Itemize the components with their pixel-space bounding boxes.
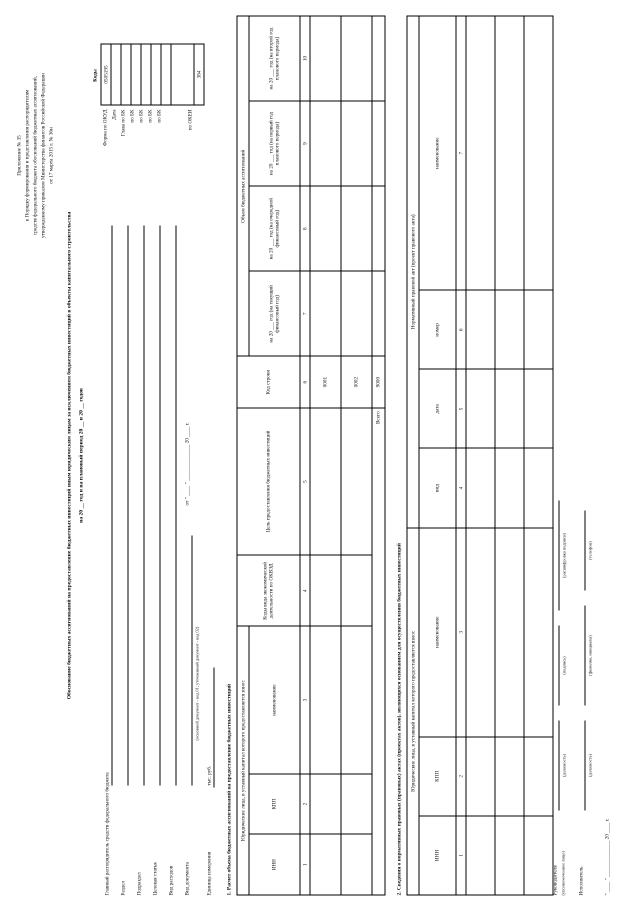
cell2-inn[interactable] — [524, 815, 553, 894]
colnum-2: 2 — [300, 773, 310, 834]
col-head-okved: Коды вида экономической деятельности по ОКВЭД — [237, 555, 300, 626]
col-head-year-next: на 20 ___ год (на очередной финансовый год) — [249, 186, 300, 271]
cell2-inn[interactable] — [466, 815, 495, 894]
codes-label-glava: Глава по БК — [120, 109, 126, 136]
colnum2-2: 2 — [456, 736, 466, 815]
colnum2-5: 5 — [456, 369, 466, 448]
cell-row-code: 0001 — [310, 356, 341, 407]
cell2-kpp[interactable] — [495, 736, 524, 815]
cell2-act-date[interactable] — [495, 369, 524, 448]
appendix-line-3: средств федерального бюджета обоснований бюджетных ассигнований, — [32, 75, 38, 235]
cell-year-current[interactable] — [310, 271, 341, 356]
col-head-purpose: Цель предоставления бюджетных инвестиций — [237, 407, 300, 554]
cell-name[interactable] — [341, 626, 372, 773]
table-row[interactable] — [495, 16, 524, 895]
cell2-inn[interactable] — [495, 815, 524, 894]
field-label-target-article: Целевая статья — [152, 861, 158, 895]
total-year-next[interactable] — [372, 186, 385, 271]
col-head-act-kind: вид — [419, 448, 456, 527]
col-head-act-number: номер — [419, 290, 456, 369]
colnum-8: 8 — [300, 186, 310, 271]
cell-purpose[interactable] — [310, 407, 341, 554]
section-1-table — [236, 15, 385, 895]
total-row-code: 9000 — [372, 356, 385, 407]
signature-decode: (расшифровка подписи) — [561, 532, 566, 578]
group-header-legal-entity-2: Юридические лица, в уставный капитал которого предоставляется взнос — [407, 527, 419, 894]
col-head-act-name: наименование — [419, 16, 456, 290]
cell2-kpp[interactable] — [466, 736, 495, 815]
cell-year-plan1[interactable] — [310, 101, 341, 186]
field-label-expense-type: Вид расходов — [168, 865, 174, 895]
cell-okved[interactable] — [310, 555, 341, 626]
cell-year-current[interactable] — [341, 271, 372, 356]
cell2-act-date[interactable] — [466, 369, 495, 448]
col-head-kpp: КПП — [249, 773, 300, 834]
codes-value-bk4 — [161, 44, 171, 105]
col-head-inn: ИНН — [249, 834, 300, 895]
cell2-name[interactable] — [495, 527, 524, 736]
codes-value-bk2 — [141, 44, 151, 105]
colnum-5: 5 — [300, 407, 310, 554]
total-label: Всего — [372, 407, 385, 894]
codes-value-okud: 0505195 — [101, 44, 111, 105]
cell-kpp[interactable] — [310, 773, 341, 834]
cell2-act-number[interactable] — [524, 290, 553, 369]
table-colnum-row — [456, 16, 466, 895]
signature-position-2: (должность) — [587, 753, 592, 777]
cell-name[interactable] — [310, 626, 341, 773]
form-period: на 20 __ год и на плановый период 20 __ и 20 __ годов — [78, 387, 84, 523]
signature-fio: (фамилия, инициалы) — [587, 634, 592, 676]
cell2-name[interactable] — [524, 527, 553, 736]
total-year-plan1[interactable] — [372, 101, 385, 186]
cell2-act-kind[interactable] — [495, 448, 524, 527]
total-year-current[interactable] — [372, 271, 385, 356]
signature-date-line: " ____ " ______________ 20 ____ г. — [604, 817, 610, 895]
section-1-number: 1 — [226, 892, 232, 895]
cell2-kpp[interactable] — [524, 736, 553, 815]
cell-year-next[interactable] — [310, 186, 341, 271]
colnum2-3: 3 — [456, 527, 466, 736]
colnum2-1: 1 — [456, 815, 466, 894]
cell2-act-name[interactable] — [524, 16, 553, 290]
codes-label-date: Дата — [111, 109, 117, 120]
cell2-name[interactable] — [466, 527, 495, 736]
codes-label-bk-3: по БК — [147, 109, 153, 123]
cell-purpose[interactable] — [341, 407, 372, 554]
codes-label-bk-1: по БК — [129, 109, 135, 123]
field-label-recipient: Главный распорядитель средств федерального бюджета — [104, 771, 110, 895]
table-group-header-row — [407, 16, 419, 895]
field-label-doc-type: Вид документа — [184, 861, 190, 895]
col-head-year-current: на 20 ___ год (на текущий финансовый год) — [249, 271, 300, 356]
codes-value-empty1 — [171, 44, 194, 105]
field-date-prefix: от " ____ " ______________ 20 ____ г. — [184, 421, 190, 505]
section-2-table — [406, 15, 553, 895]
table-row[interactable] — [341, 16, 372, 895]
table-total-row — [372, 16, 385, 895]
codes-box — [100, 43, 204, 105]
codes-value-glava — [121, 44, 131, 105]
cell-inn[interactable] — [310, 834, 341, 895]
field-hint-doc-type: (основной документ - код 01; уточненный документ - код 02) — [194, 626, 199, 740]
codes-label-okei: по ОКЕИ — [187, 109, 193, 130]
field-value-unit: тыс. руб. — [206, 765, 212, 785]
field-label-unit: Единица измерения — [206, 851, 212, 895]
table-row[interactable] — [524, 16, 553, 895]
col-head-year-plan1: на 20 ___ год (на первый год планового периода) — [249, 101, 300, 186]
colnum-10: 10 — [300, 16, 310, 101]
appendix-line-5: от 17 марта 2015 г. № 36н — [48, 126, 54, 184]
col-head-name-2: наименование — [419, 527, 456, 736]
signature-phone: (телефон) — [587, 540, 592, 560]
total-year-plan2[interactable] — [372, 16, 385, 101]
cell-row-code: 0002 — [341, 356, 372, 407]
colnum2-6: 6 — [456, 290, 466, 369]
cell2-act-name[interactable] — [495, 16, 524, 290]
section-1-title: 1. Расчет объема бюджетных ассигнований на предоставление бюджетных инвестиций — [226, 683, 232, 895]
cell-year-plan1[interactable] — [341, 101, 372, 186]
codes-value-bk3 — [151, 44, 161, 105]
cell2-act-kind[interactable] — [524, 448, 553, 527]
colnum-9: 9 — [300, 101, 310, 186]
cell2-act-number[interactable] — [495, 290, 524, 369]
signature-position-1: (должность) — [561, 753, 566, 777]
col-head-kpp-2: КПП — [419, 736, 456, 815]
colnum-4: 4 — [300, 555, 310, 626]
cell-year-plan2[interactable] — [310, 16, 341, 101]
signature-executor-label: Исполнитель — [578, 865, 584, 895]
section-2-number: 2 — [396, 892, 402, 895]
colnum-6: 6 — [300, 356, 310, 407]
col-head-name: наименование — [249, 626, 300, 773]
colnum2-7: 7 — [456, 16, 466, 290]
codes-label-bk-2: по БК — [138, 109, 144, 123]
colnum2-4: 4 — [456, 448, 466, 527]
colnum-3: 3 — [300, 626, 310, 773]
col-head-act-date: дата — [419, 369, 456, 448]
codes-label-okud: Форма по ОКУД — [102, 109, 108, 146]
col-head-row-code: Код строки — [237, 356, 300, 407]
section-2-title: 2. Сведения о нормативных правовых (правовых) актах (проектах актов), являющихся основанием для осуществления бюджетных инвестиций — [396, 542, 402, 895]
appendix-line-2: к Порядку формирования и представления распорядителям — [24, 89, 30, 221]
cell-kpp[interactable] — [341, 773, 372, 834]
group-header-act: Нормативный правовой акт (проект правового акта) — [407, 16, 419, 528]
codes-label-bk-4: по БК — [156, 109, 162, 123]
signature-head-sub: (уполномоченное лицо) — [560, 850, 565, 895]
cell2-act-name[interactable] — [466, 16, 495, 290]
group-header-legal-entity: Юридические лица, в уставный капитал которого предоставляется взнос — [237, 626, 249, 895]
codes-value-bk1 — [131, 44, 141, 105]
cell-year-next[interactable] — [341, 186, 372, 271]
appendix-line-1: Приложение № 35 — [16, 134, 22, 176]
col-head-inn-2: ИНН — [419, 815, 456, 894]
codes-value-okei: 384 — [194, 44, 204, 105]
cell-okved[interactable] — [341, 555, 372, 626]
table-subheader-row — [419, 16, 456, 895]
form-title: Обоснование бюджетных ассигнований на предоставление бюджетных инвестиций иным юридическим лицам за исключением бюджетных инвестиций в объекты капитального строительства — [66, 211, 72, 699]
cell-year-plan2[interactable] — [341, 16, 372, 101]
signature-head-label: Руководителя — [552, 864, 558, 895]
codes-value-date — [111, 44, 121, 105]
group-header-volume: Объем бюджетных ассигнований — [237, 16, 249, 356]
colnum-1: 1 — [300, 834, 310, 895]
codes-box-title: Коды — [92, 68, 98, 82]
table-colnum-row — [300, 16, 310, 895]
cell-inn[interactable] — [341, 834, 372, 895]
col-head-year-plan2: на 20 ___ год (на второй год планового периода) — [249, 16, 300, 101]
cell2-act-date[interactable] — [524, 369, 553, 448]
colnum-7: 7 — [300, 271, 310, 356]
cell2-act-number[interactable] — [466, 290, 495, 369]
field-label-section: Раздел — [120, 880, 126, 895]
appendix-line-4: утвержденному приказом Министерства финансов Российской Федерации — [40, 72, 46, 238]
table-row[interactable] — [310, 16, 341, 895]
table-row[interactable] — [466, 16, 495, 895]
cell2-act-kind[interactable] — [466, 448, 495, 527]
signature-signature: (подпись) — [561, 655, 566, 675]
section-1-text: Расчет объема бюджетных ассигнований на предоставление бюджетных инвестиций — [226, 683, 232, 890]
section-2-text: Сведения о нормативных правовых (правовых) актах (проектах актов), являющихся основанием для осуществления бюджетных инвестиций — [396, 542, 402, 890]
field-label-subsection: Подраздел — [136, 871, 142, 895]
table-group-header-row — [237, 16, 249, 895]
